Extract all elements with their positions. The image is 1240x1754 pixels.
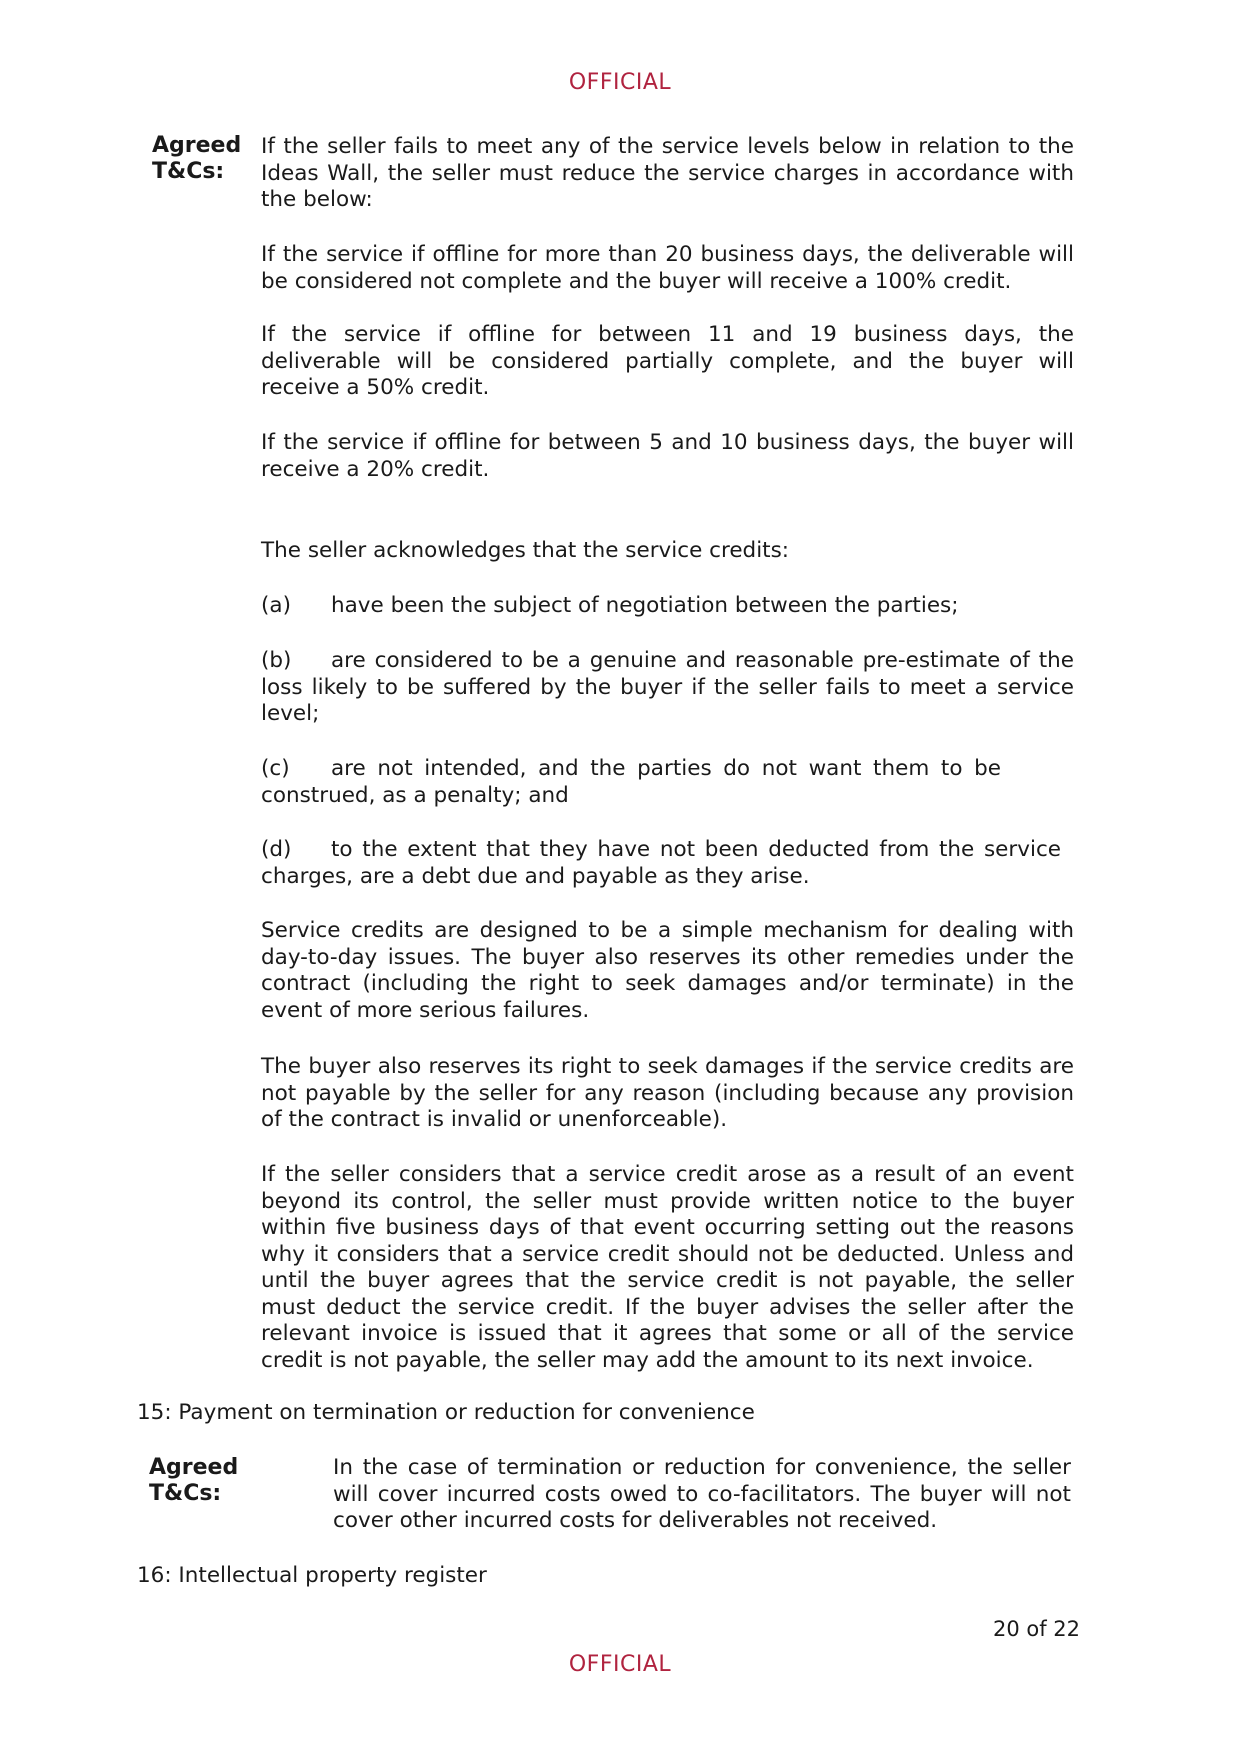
list-item-text: are not intended, and the parties do not want them to be construed, as a penalty; and — [261, 756, 1001, 808]
agreed-label-line2: T&Cs: — [149, 1481, 222, 1506]
list-item-letter: (b) — [261, 648, 292, 673]
service-level-20-credit: If the service if offline for between 5 and 10 business days, the buyer will receive a 20% credit. — [261, 430, 1074, 482]
list-item-letter: (d) — [261, 837, 292, 862]
list-item-text: are considered to be a genuine and reasonable pre-estimate of the loss likely to be suffered by the buyer if the seller fails to meet a service level; — [261, 648, 1074, 726]
list-item-letter: (c) — [261, 756, 290, 781]
list-item-text: have been the subject of negotiation between the parties; — [331, 593, 959, 618]
service-level-100-credit: If the service if offline for more than 20 business days, the deliverable will be considered not complete and the buyer will receive a 100% credit. — [261, 242, 1074, 294]
list-item-a — [261, 593, 1074, 620]
damages-reservation: The buyer also reserves its right to seek damages if the service credits are not payable by the seller for any reason (including because any provision of the contract is invalid or unenforceable). — [261, 1054, 1074, 1132]
beyond-control-clause: If the seller considers that a service credit arose as a result of an event beyond its control, the seller must provide written notice to the buyer within five business days of that event occurring setting out the reasons why it considers that a service credit should not be deducted. Unless and until the buyer agrees that the service credit is not payable, the seller must deduct the service credit. If the buyer advises the seller after the relevant invoice is issued that it agrees that some or all of the service credit is not payable, the seller may add the amount to its next invoice. — [261, 1162, 1074, 1373]
agreed-label-line1: Agreed — [149, 1455, 239, 1480]
classification-marking-footer: OFFICIAL — [568, 1652, 672, 1677]
list-item-b — [261, 648, 1074, 728]
page-number: 20 of 22 — [992, 1617, 1080, 1641]
agreed-label-line1: Agreed — [152, 133, 242, 158]
list-item-letter: (a) — [261, 593, 291, 618]
section-16-heading: 16: Intellectual property register — [137, 1563, 487, 1588]
service-level-50-credit: If the service if offline for between 11 and 19 business days, the deliverable will be considered partially complete, and the buyer will receive a 50% credit. — [261, 322, 1074, 400]
agreed-tcs-label — [149, 1455, 238, 1507]
agreed-tcs-label — [152, 133, 241, 185]
list-item-text: to the extent that they have not been deducted from the service charges, are a debt due and payable as they arise. — [261, 837, 1061, 889]
service-credit-mechanism: Service credits are designed to be a simple mechanism for dealing with day-to-day issues. The buyer also reserves its other remedies under the contract (including the right to seek damages and/or terminate) in the event of more serious failures. — [261, 918, 1074, 1023]
termination-costs-clause: In the case of termination or reduction for convenience, the seller will cover incurred costs owed to co-facilitators. The buyer will not cover other incurred costs for deliverables not received. — [333, 1455, 1071, 1533]
list-item-d — [261, 837, 1061, 890]
section-15-heading: 15: Payment on termination or reduction for convenience — [137, 1400, 755, 1425]
acknowledgement-statement: The seller acknowledges that the service credits: — [261, 538, 790, 563]
list-item-c — [261, 756, 1001, 809]
agreed-label-line2: T&Cs: — [152, 159, 225, 184]
classification-marking-header: OFFICIAL — [568, 70, 672, 95]
service-level-intro: If the seller fails to meet any of the service levels below in relation to the Ideas Wall, the seller must reduce the service charges in accordance with the below: — [261, 134, 1074, 212]
